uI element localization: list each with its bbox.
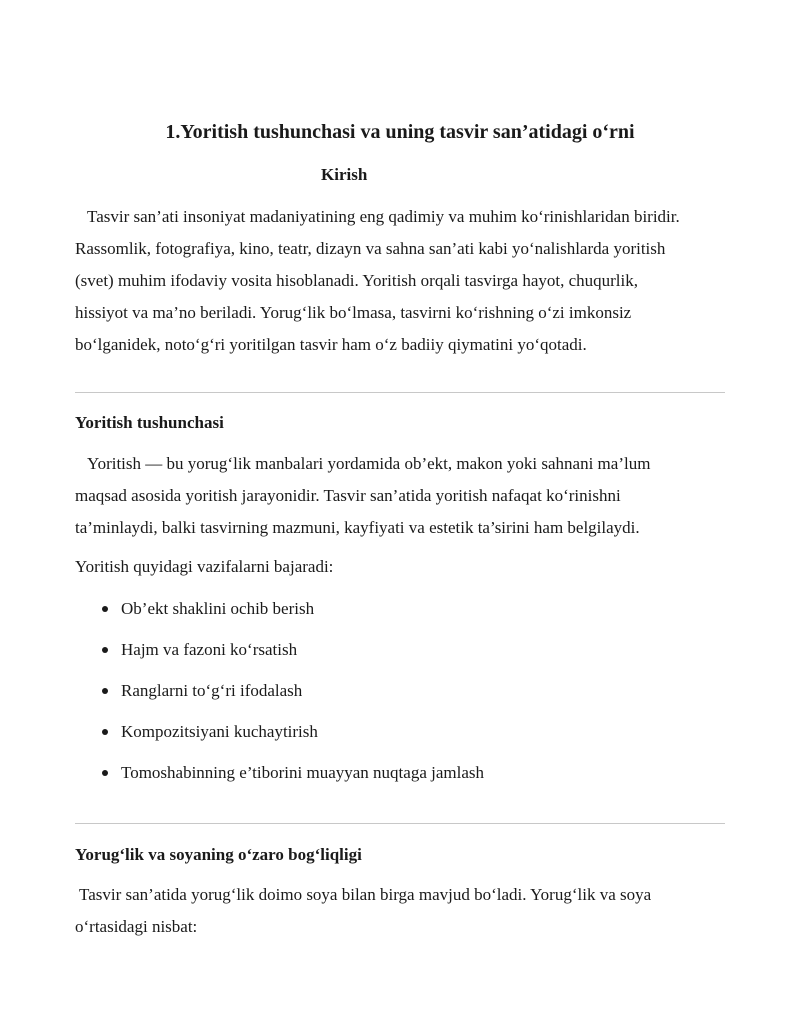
bullet-icon bbox=[102, 688, 108, 694]
intro-line: (svet) muhim ifodaviy vosita hisoblanadi. Yoritish orqali tasvirga hayot, chuqurlik, bbox=[75, 271, 638, 290]
subtitle-introduction: Kirish bbox=[321, 165, 368, 184]
list-item bbox=[75, 716, 715, 757]
paragraph-line: maqsad asosida yoritish jarayonidir. Tasvir san’atida yoritish nafaqat ko‘rinishni bbox=[75, 486, 621, 505]
bullet-icon bbox=[102, 729, 108, 735]
bullet-icon bbox=[102, 647, 108, 653]
bullet-icon bbox=[102, 606, 108, 612]
section-heading-yoruglik-soya: Yorug‘lik va soyaning o‘zaro bog‘liqligi bbox=[75, 845, 362, 864]
section-heading-yoritish: Yoritish tushunchasi bbox=[75, 413, 224, 432]
list-item bbox=[75, 757, 715, 798]
list-item-text: Kompozitsiyani kuchaytirish bbox=[121, 722, 318, 741]
list-item bbox=[75, 675, 715, 716]
list-item-text: Ob’ekt shaklini ochib berish bbox=[121, 599, 315, 618]
divider bbox=[75, 392, 725, 393]
section2-paragraph bbox=[75, 879, 735, 943]
section1-paragraph bbox=[75, 448, 735, 544]
intro-line: Rassomlik, fotografiya, kino, teatr, dizayn va sahna san’ati kabi yo‘nalishlarda yoritish bbox=[75, 239, 666, 258]
bullet-icon bbox=[102, 770, 108, 776]
list-item-text: Tomoshabinning e’tiborini muayyan nuqtaga jamlash bbox=[121, 763, 484, 782]
intro-line: bo‘lganidek, noto‘g‘ri yoritilgan tasvir ham o‘z badiiy qiymatini yo‘qotadi. bbox=[75, 335, 587, 354]
list-item bbox=[75, 593, 715, 634]
intro-line: Tasvir san’ati insoniyat madaniyatining eng qadimiy va muhim ko‘rinishlaridan biridir. bbox=[87, 207, 680, 226]
divider bbox=[75, 823, 725, 824]
list-item-text: Hajm va fazoni ko‘rsatish bbox=[121, 640, 298, 659]
paragraph-line: o‘rtasidagi nisbat: bbox=[75, 917, 198, 936]
list-item-text: Ranglarni to‘g‘ri ifodalash bbox=[121, 681, 303, 700]
document-title: 1.Yoritish tushunchasi va uning tasvir san’atidagi o‘rni bbox=[165, 121, 635, 143]
function-list bbox=[75, 593, 715, 798]
intro-line: hissiyot va ma’no beriladi. Yorug‘lik bo‘lmasa, tasvirni ko‘rishning o‘zi imkonsiz bbox=[75, 303, 632, 322]
paragraph-line: Tasvir san’atida yorug‘lik doimo soya bilan birga mavjud bo‘ladi. Yorug‘lik va soya bbox=[79, 885, 652, 904]
list-intro: Yoritish quyidagi vazifalarni bajaradi: bbox=[75, 557, 334, 576]
list-item bbox=[75, 634, 715, 675]
paragraph-line: ta’minlaydi, balki tasvirning mazmuni, kayfiyati va estetik ta’sirini ham belgilaydi. bbox=[75, 518, 640, 537]
intro-paragraph bbox=[75, 201, 755, 361]
paragraph-line: Yoritish — bu yorug‘lik manbalari yordamida ob’ekt, makon yoki sahnani ma’lum bbox=[87, 454, 651, 473]
